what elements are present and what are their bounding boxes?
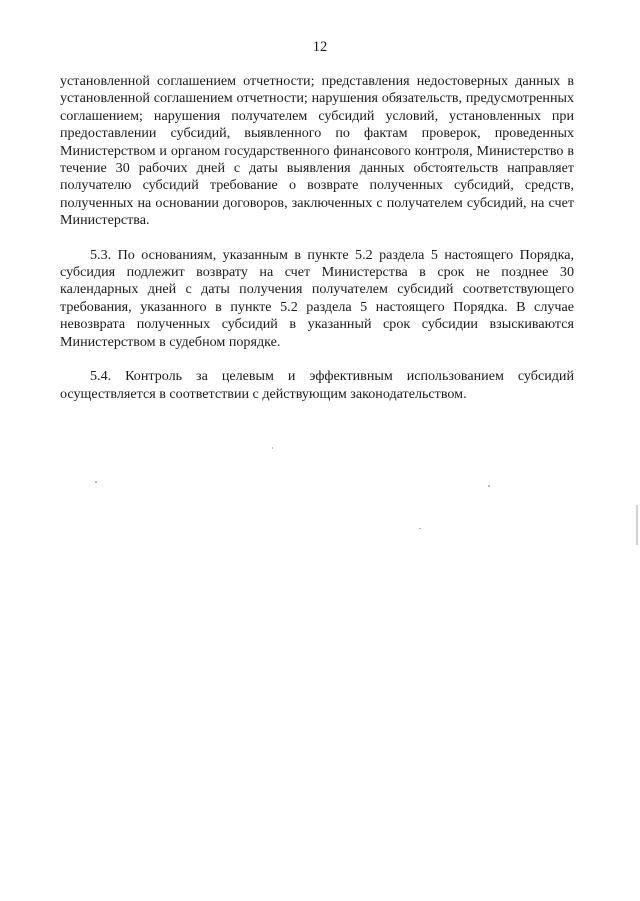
page-number: 12	[312, 39, 328, 55]
scan-speck	[272, 447, 273, 449]
scan-speck	[419, 528, 421, 529]
scan-speck	[488, 485, 490, 487]
document-body	[60, 73, 574, 403]
paragraph-5-3: 5.3. По основаниям, указанным в пункте 5.2 раздела 5 настоящего Порядка, субсидия подлежит возврату на счет Министерства в срок не позднее 30 календарных дней с даты получения получателем субсидий соответствующего требования, указанного в пункте 5.2 раздела 5 настоящего Порядка. В случае невозврата полученных субсидий в указанный срок субсидии взыскиваются Министерством в судебном порядке.	[60, 246, 574, 350]
scan-speck	[95, 481, 97, 483]
scan-edge-mark	[636, 505, 638, 545]
paragraph-spacer	[60, 351, 574, 368]
paragraph-5-4: 5.4. Контроль за целевым и эффективным использованием субсидий осуществляется в соответствии с действующим законодательством.	[60, 368, 574, 402]
paragraph-spacer	[60, 230, 574, 247]
paragraph-continuation: установленной соглашением отчетности; представления недостоверных данных в установленной соглашением отчетности; нарушения обязательств, предусмотренных соглашением; нарушения получателем субсидий условий, установленных при предоставлении субсидий, выявленного по фактам проверок, проведенных Министерством и органом государственного финансового контроля, Министерство в течение 30 рабочих дней с даты выявления данных обстоятельств направляет получателю субсидий требование о возврате полученных субсидий, средств, полученных на основании договоров, заключенных с получателем субсидий, на счет Министерства.	[60, 73, 574, 229]
